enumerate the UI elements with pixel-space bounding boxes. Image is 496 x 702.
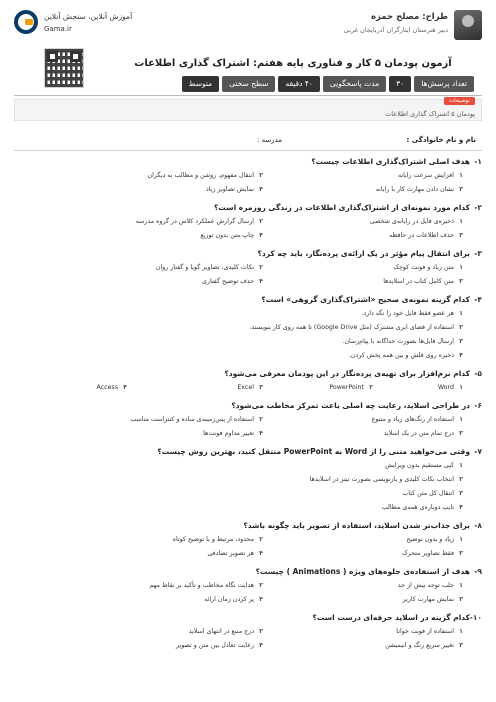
option-group [14,581,482,613]
option-text: تایپ دوباره‌ی همه‌ی مطالب [381,504,454,511]
option-number: ۱ [459,582,463,589]
question-number: ۶- [474,401,482,410]
option-text: نمایش مهارت کاربر [402,596,454,603]
question-header [14,295,482,309]
answer-option[interactable] [403,595,468,604]
option-text: کپی مستقیم بدون ویرایش [385,462,454,469]
answer-option[interactable] [372,415,468,424]
question-text: برای جذاب‌تر شدن اسلاید، استفاده از تصویر باید چگونه باشد؟ [243,521,470,530]
answer-option[interactable] [385,461,468,470]
option-group [14,217,482,249]
option-number: ۴ [459,504,463,511]
option-text: تغییر سریع رنگ و انیمیشن [385,642,454,649]
option-number: ۱ [459,462,463,469]
answer-option[interactable] [385,641,468,650]
option-text: حذف توضیح گفتاری [201,278,254,285]
option-number: ۳ [459,338,463,345]
answer-option[interactable] [200,231,268,240]
question-header [14,567,482,581]
question-number: ۸- [474,521,482,530]
question [14,295,482,369]
option-number: ۳ [459,430,463,437]
answer-option[interactable] [361,309,468,318]
chip-duration-label: مدت پاسخگویی [323,76,386,92]
question [14,203,482,249]
answer-option[interactable] [389,231,468,240]
answer-option[interactable] [96,383,132,392]
question [14,521,482,567]
answer-option[interactable] [249,323,468,332]
option-text: انتقال کل متن کتاب [402,490,454,497]
option-number: ۴ [259,232,263,239]
question-header [14,203,482,217]
option-text: محدود، مرتبط و با توضیح کوتاه [172,536,254,543]
option-number: ۳ [259,384,263,391]
option-text: درج منبع در انتهای اسلاید [188,628,254,635]
divider [14,150,482,151]
description-text: پودمان ۵ اشتراک گذاری اطلاعات [385,110,475,118]
brand[interactable] [14,10,164,40]
answer-option[interactable] [207,549,268,558]
option-number: ۱ [459,384,463,391]
answer-option[interactable] [376,185,468,194]
answer-option[interactable] [438,383,468,392]
option-number: ۴ [259,278,263,285]
answer-option[interactable] [156,263,268,272]
option-number: ۲ [459,324,463,331]
question [14,613,482,659]
answer-option[interactable] [398,581,468,590]
option-text: PowerPoint [329,384,364,391]
option-number: ۳ [459,596,463,603]
option-text: استفاده از فونت خوانا [396,628,454,635]
answer-option[interactable] [176,641,268,650]
answer-option[interactable] [349,351,468,360]
option-number: ۱ [459,310,463,317]
option-text: متن کامل کتاب در اسلایدها [383,278,454,285]
answer-option[interactable] [406,535,468,544]
option-group [14,383,482,401]
student-name-label: نام و نام خانوادگی : [406,136,476,144]
question-list [14,157,482,659]
question [14,447,482,521]
divider [14,95,482,96]
option-text: تغییر مداوم فونت‌ها [203,430,254,437]
answer-option[interactable] [402,489,468,498]
option-text: افزایش سرعت رایانه [397,172,454,179]
chip-difficulty-value: متوسط [182,76,220,92]
question-text: برای انتقال پیام مؤثر در یک ارائه‌ی پرده‌نگار، باید چه کرد؟ [257,249,470,258]
option-text: نمایش تصاویر زیاد [205,186,254,193]
option-number: ۳ [459,642,463,649]
brand-url: Gama.ir [44,25,72,33]
option-group [14,309,482,369]
option-text: متن زیاد و فونت کوچک [393,264,454,271]
option-number: ۳ [459,550,463,557]
exam-title: آزمون پودمان ۵ کار و فناوری پایه هفتم: اشتراک گذاری اطلاعات [134,58,452,69]
answer-option[interactable] [206,185,268,194]
option-number: ۳ [459,186,463,193]
answer-option[interactable] [396,627,468,636]
question-number: ۵- [474,369,482,378]
question-number: ۳- [474,249,482,258]
answer-option[interactable] [136,217,268,226]
answer-option[interactable] [382,503,468,512]
gama-logo-icon [14,10,38,34]
option-number: ۴ [259,186,263,193]
answer-option[interactable] [310,475,468,484]
question-number: ۷- [474,447,482,456]
answer-option[interactable] [149,581,268,590]
option-text: حذف اطلاعات در حافظه [388,232,454,239]
option-group [14,461,482,521]
answer-option[interactable] [173,535,268,544]
exam-info-chips [182,76,474,92]
option-number: ۱ [459,628,463,635]
option-text: فقط تصاویر متحرک [401,550,454,557]
answer-option[interactable] [237,383,268,392]
answer-option[interactable] [204,595,268,604]
option-number: ۲ [259,218,263,225]
option-group [14,415,482,447]
question-header [14,249,482,263]
question [14,369,482,401]
option-text: انتقال مفهوم، روشن و مطالب به دیگران [147,172,254,179]
option-text: چاپ متن بدون توزیع [200,232,254,239]
option-text: جلب توجه بیش از حد [397,582,454,589]
question-header [14,521,482,535]
question [14,157,482,203]
option-text: استفاده از فضای ابری مشترک (مثل Google Drive) تا همه روی کار بنویسند. [249,324,454,331]
description-box [14,99,482,121]
answer-option[interactable] [398,171,468,180]
answer-option[interactable] [383,277,468,286]
option-number: ۱ [459,416,463,423]
question [14,401,482,447]
option-text: رعایت تعادل بین متن و تصویر [176,642,254,649]
question-text: کدام نرم‌افزار برای تهیه‌ی پرده‌نگار در این پودمان معرفی می‌شود؟ [224,369,470,378]
option-number: ۳ [459,278,463,285]
description-tag: توضیحات [444,97,475,105]
option-number: ۱ [459,172,463,179]
option-text: Word [437,384,454,391]
answer-option[interactable] [148,171,269,180]
option-number: ۱ [459,536,463,543]
option-number: ۲ [259,628,263,635]
answer-option[interactable] [329,383,378,392]
author-name: طراح: مصلح حمزه [370,12,448,22]
answer-option[interactable] [402,549,468,558]
option-number: ۲ [259,264,263,271]
option-text: ذخیره‌ی فایل در رایانه‌ی شخصی [369,218,454,225]
question-header [14,401,482,415]
option-group [14,627,482,659]
option-number: ۴ [259,430,263,437]
chip-duration-value: ۴۰ دقیقه [278,76,319,92]
option-number: ۲ [259,172,263,179]
answer-option[interactable] [203,429,268,438]
option-text: انتخاب نکات کلیدی و بازنویسی بصورت تیتر در اسلایدها [309,476,454,483]
option-text: هدایت نگاه مخاطب و تأکید بر نقاط مهم [149,582,254,589]
question-number: ۹- [474,567,482,576]
question-number: ۱- [474,157,482,166]
answer-option[interactable] [130,415,268,424]
option-text: ارسال گزارش عملکرد کلاس در گروه مدرسه [135,218,254,225]
option-text: ارسال فایل‌ها بصورت جداگانه با پیام‌رسان. [342,338,454,345]
author-box [272,8,482,42]
option-number: ۲ [259,416,263,423]
question-text: در طراحی اسلاید، رعایت چه اصلی باعث تمرکز مخاطب می‌شود؟ [231,401,470,410]
option-number: ۴ [259,642,263,649]
question [14,567,482,613]
question-text: هدف از استفاده‌ی جلوه‌های ویژه ( Animations ) چیست؟ [255,567,470,576]
option-text: Excel [237,384,254,391]
option-number: ۱ [459,218,463,225]
answer-option[interactable] [370,217,468,226]
question-text: کدام گزینه در اسلاید حرفه‌ای درست است؟ [312,613,470,622]
chip-question-count-label: تعداد پرسش‌ها [414,76,474,92]
question-text: کدام گزینه نمونه‌ی صحیح «اشتراک‌گذاری گروهی» است؟ [261,295,470,304]
option-number: ۴ [123,384,127,391]
header [14,8,482,92]
option-text: زیاد و بدون توضیح [406,536,454,543]
option-group [14,171,482,203]
option-number: ۲ [459,476,463,483]
option-number: ۲ [259,536,263,543]
answer-option[interactable] [342,337,468,346]
student-info-row [14,134,482,148]
author-role: دبیر هنرستان ایثارگران آذربایجان غربی [343,26,448,34]
option-number: ۴ [259,550,263,557]
answer-option[interactable] [202,277,268,286]
qr-code-icon [44,48,84,88]
option-group [14,535,482,567]
option-text: هر تصویر تصادفی [207,550,254,557]
option-text: ذخیره روی فلش و بین همه پخش کردن. [348,352,454,359]
answer-option[interactable] [393,263,468,272]
question-number: ۱۰- [469,613,482,622]
question-text: هدف اصلی اشتراک‌گذاری اطلاعات چیست؟ [311,157,470,166]
option-group [14,263,482,295]
option-number: ۳ [459,490,463,497]
option-text: نشان دادن مهارت کار با رایانه [375,186,454,193]
option-number: ۴ [459,352,463,359]
option-text: درج تمام متن در یک اسلاید [383,430,454,437]
option-text: استفاده از رنگ‌های زیاد و متنوع [371,416,454,423]
answer-option[interactable] [189,627,268,636]
question-number: ۴- [474,295,482,304]
brand-name: آموزش آنلاین، سنجش آنلاین [44,12,133,21]
option-number: ۲ [259,582,263,589]
option-number: ۲ [369,384,373,391]
question-header [14,157,482,171]
option-text: هر عضو فقط فایل خود را نگه دارد. [361,310,454,317]
question-header [14,369,482,383]
question-number: ۲- [474,203,482,212]
question [14,249,482,295]
question-text: کدام مورد نمونه‌ای از اشتراک‌گذاری اطلاعات در زندگی روزمره است؟ [213,203,470,212]
author-avatar [454,10,482,40]
option-number: ۳ [459,232,463,239]
chip-difficulty-label: سطح سختی [222,76,275,92]
option-text: استفاده از پس‌زمینه‌ی ساده و کنتراست مناسب [130,416,254,423]
option-number: ۱ [459,264,463,271]
option-text: Access [96,384,118,391]
answer-option[interactable] [384,429,468,438]
question-header [14,447,482,461]
chip-question-count-value: ۳۰ [389,76,411,92]
question-text: وقتی می‌خواهید متنی را از Word به PowerPoint منتقل کنید، بهترین روش چیست؟ [157,447,470,456]
option-number: ۴ [259,596,263,603]
school-label: مدرسه : [256,136,282,144]
question-header [14,613,482,627]
option-text: نکات کلیدی، تصاویر گویا و گفتار روان [155,264,254,271]
option-text: پر کردن زمان ارائه [204,596,254,603]
